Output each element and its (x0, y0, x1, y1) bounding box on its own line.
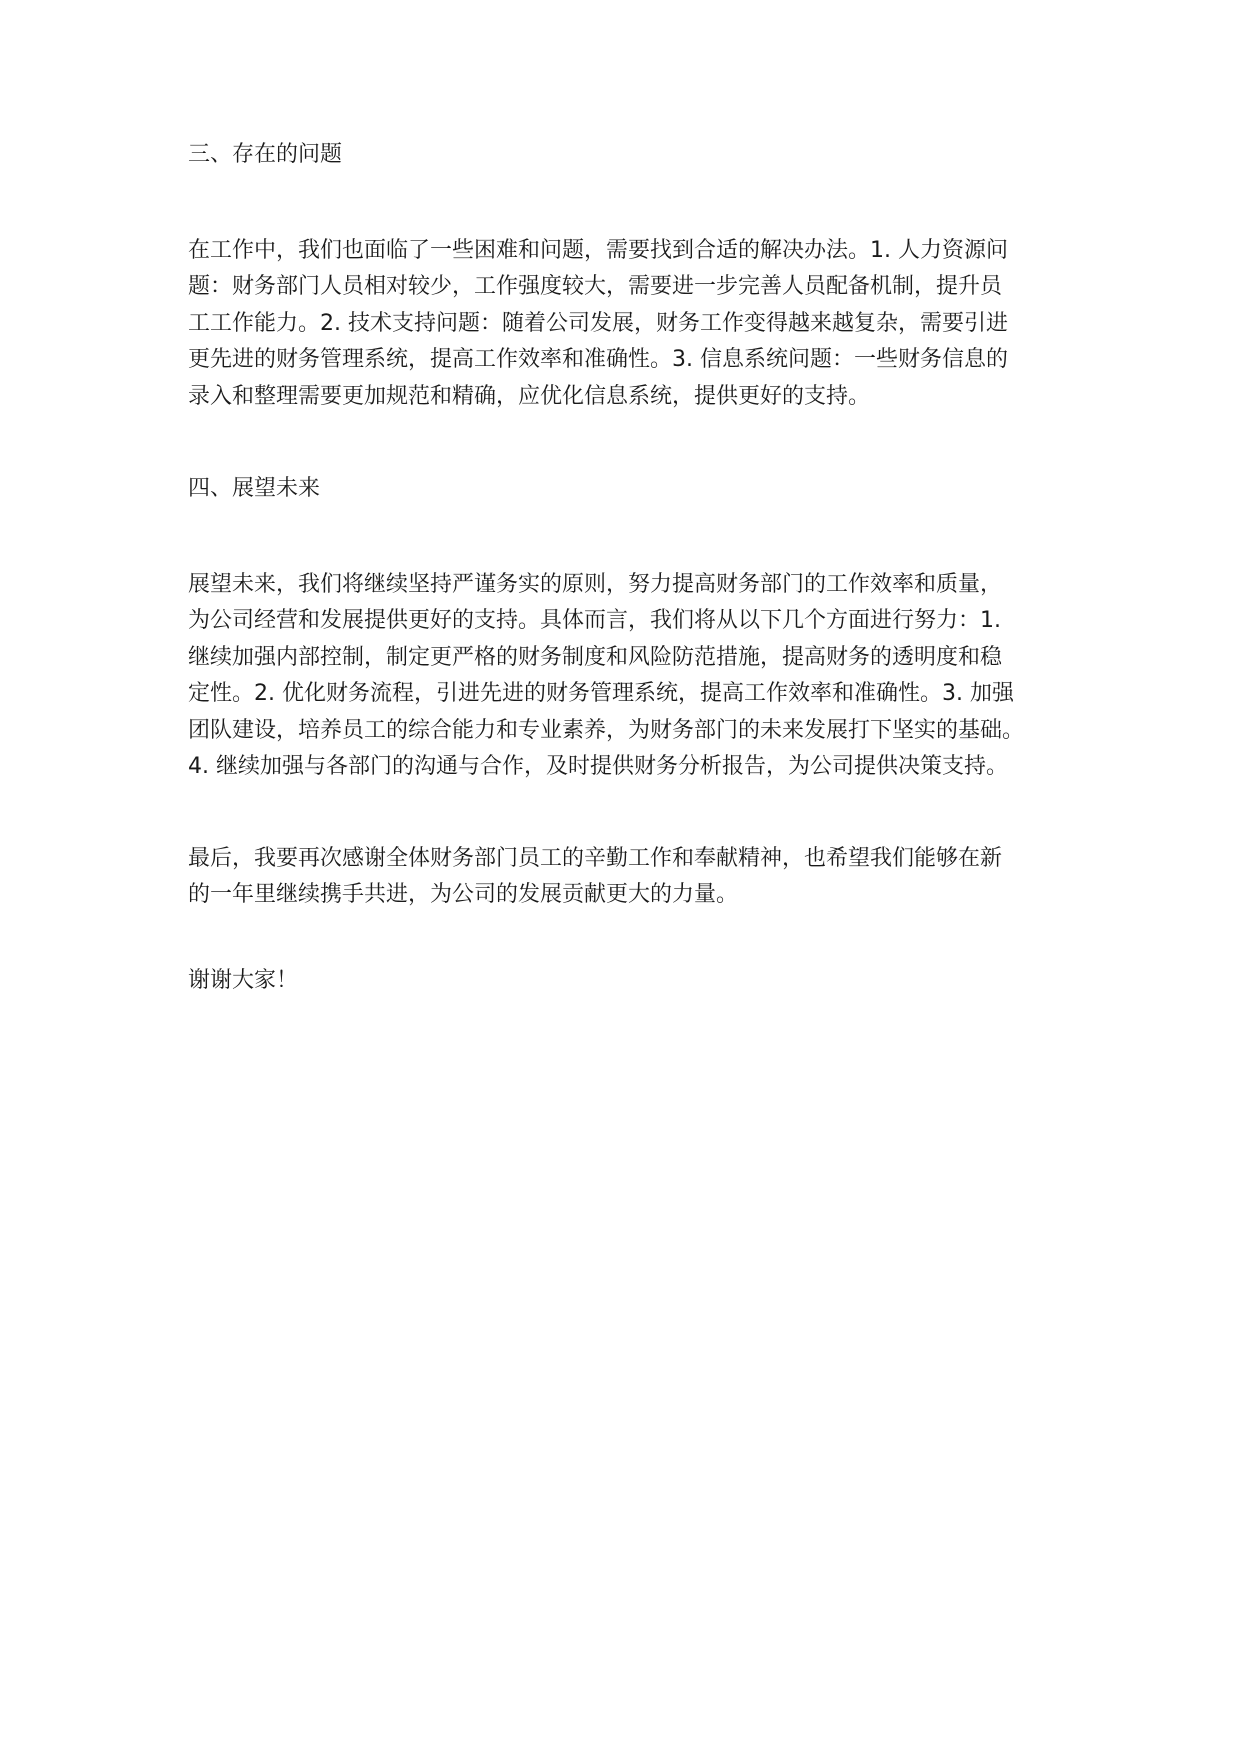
paragraph-line: 团队建设，培养员工的综合能力和专业素养，为财务部门的未来发展打下坚实的基础。 (188, 717, 1025, 743)
paragraph-line: 继续加强内部控制，制定更严格的财务制度和风险防范措施，提高财务的透明度和稳 (188, 644, 1003, 670)
paragraph-line: 工工作能力。2. 技术支持问题：随着公司发展，财务工作变得越来越复杂，需要引进 (188, 310, 1008, 336)
paragraph-line: 更先进的财务管理系统，提高工作效率和准确性。3. 信息系统问题：一些财务信息的 (188, 347, 1008, 373)
paragraph-line: 最后，我要再次感谢全体财务部门员工的辛勤工作和奉献精神，也希望我们能够在新 (188, 846, 1003, 871)
paragraph-line: 展望未来，我们将继续坚持严谨务实的原则，努力提高财务部门的工作效率和质量， (188, 572, 1003, 597)
paragraph-line: 定性。2. 优化财务流程，引进先进的财务管理系统，提高工作效率和准确性。3. 加强 (188, 681, 1014, 707)
paragraph-line: 录入和整理需要更加规范和精确，应优化信息系统，提供更好的支持。 (188, 383, 871, 409)
paragraph-line: 为公司经营和发展提供更好的支持。具体而言，我们将从以下几个方面进行努力：1. (188, 608, 1001, 634)
paragraph-closing (188, 841, 1002, 914)
paragraph-line: 4. 继续加强与各部门的沟通与合作，及时提供财务分析报告，为公司提供决策支持。 (188, 753, 1008, 779)
closing-thanks: 谢谢大家！ (188, 968, 299, 993)
section-heading-outlook: 四、展望未来 (188, 476, 321, 501)
paragraph-line: 的一年里继续携手共进，为公司的发展贡献更大的力量。 (188, 882, 739, 908)
paragraph-outlook (188, 567, 1024, 785)
section-heading-problems: 三、存在的问题 (188, 142, 343, 167)
paragraph-line: 在工作中，我们也面临了一些困难和问题，需要找到合适的解决办法。1. 人力资源问 (188, 238, 1008, 263)
paragraph-problems (188, 233, 1008, 415)
paragraph-line: 题：财务部门人员相对较少，工作强度较大，需要进一步完善人员配备机制，提升员 (188, 274, 1003, 300)
